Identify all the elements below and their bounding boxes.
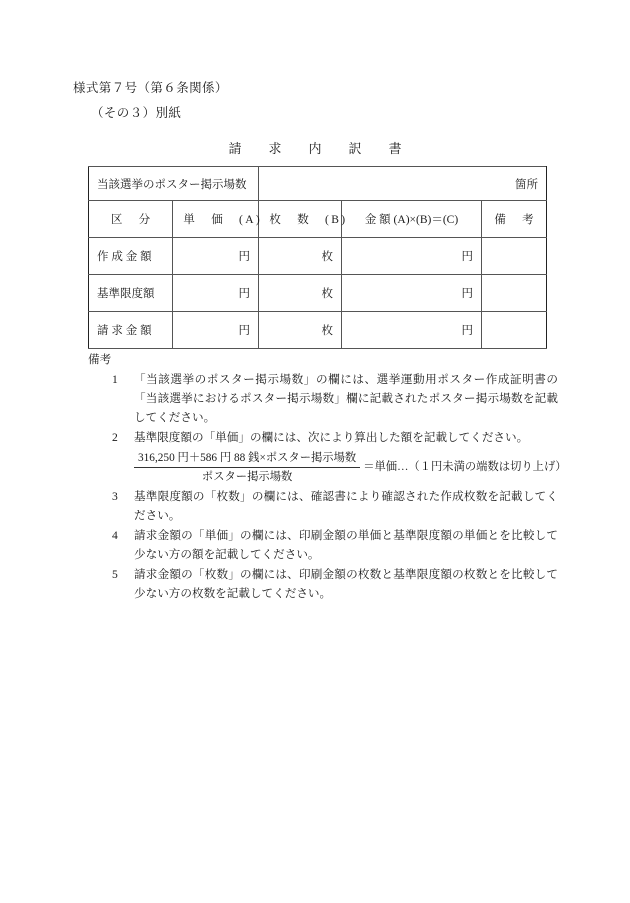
row-label-standard-limit: 基準限度額: [89, 275, 173, 312]
note-text: 請求金額の「枚数」の欄には、印刷金額の枚数と基準限度額の枚数とを比較して少ない方の枚数を記載してください。: [134, 568, 558, 600]
note-item-2: [108, 428, 558, 447]
cell-sheets-claim[interactable]: 枚: [259, 312, 342, 349]
fraction-numerator: 316,250 円＋586 円 88 銭×ポスター掲示場数: [134, 450, 360, 468]
form-subtitle: （その３）別紙: [91, 106, 182, 120]
billing-breakdown-table-wrapper: [88, 166, 546, 349]
cell-amount-standard-limit[interactable]: 円: [342, 275, 482, 312]
table-row: [89, 275, 547, 312]
column-header-category: 区 分: [89, 201, 173, 238]
note-number: 4: [112, 529, 118, 542]
cell-amount-claim[interactable]: 円: [342, 312, 482, 349]
cell-remarks-creation[interactable]: [482, 238, 547, 275]
notes-section: [88, 350, 567, 603]
notes-label: 備考: [88, 353, 112, 366]
form-number: 様式第７号（第６条関係）: [73, 81, 228, 95]
column-header-amount: 金 額 (A)×(B)＝(C): [342, 201, 482, 238]
table-header-row: [89, 201, 547, 238]
cell-amount-creation[interactable]: 円: [342, 238, 482, 275]
note-number: 5: [112, 568, 118, 581]
cell-sheets-standard-limit[interactable]: 枚: [259, 275, 342, 312]
table-row: [89, 312, 547, 349]
note-text: 基準限度額の「枚数」の欄には、確認書により確認された作成枚数を記載してください。: [134, 490, 558, 522]
cell-remarks-claim[interactable]: [482, 312, 547, 349]
note-number: 3: [112, 490, 118, 503]
poster-count-unit: 箇所: [259, 167, 547, 201]
cell-remarks-standard-limit[interactable]: [482, 275, 547, 312]
note-item-4: [108, 526, 558, 564]
note-text: 請求金額の「単価」の欄には、印刷金額の単価と基準限度額の単価とを比較して少ない方の額を記載してください。: [134, 529, 558, 561]
cell-unit-price-standard-limit[interactable]: 円: [173, 275, 259, 312]
standard-limit-formula: [134, 450, 567, 485]
column-header-remarks: 備 考: [482, 201, 547, 238]
row-label-claim-amount: 請 求 金 額: [89, 312, 173, 349]
note-number: 2: [112, 431, 118, 444]
table-row: [89, 238, 547, 275]
note-item-5: [108, 565, 558, 603]
note-text: 基準限度額の「単価」の欄には、次により算出した額を記載してください。: [134, 431, 529, 444]
billing-breakdown-table: [88, 166, 547, 349]
formula-result-note: ＝単価…（１円未満の端数は切り上げ）: [363, 461, 567, 473]
fraction-denominator: ポスター掲示場数: [201, 471, 293, 483]
note-item-3: [108, 487, 558, 525]
cell-unit-price-creation[interactable]: 円: [173, 238, 259, 275]
cell-unit-price-claim[interactable]: 円: [173, 312, 259, 349]
cell-sheets-creation[interactable]: 枚: [259, 238, 342, 275]
note-text: 「当該選挙のポスター掲示場数」の欄には、選挙運動用ポスター作成証明書の「当該選挙におけるポスター掲示場数」欄に記載されたポスター掲示場数を記載してください。: [134, 373, 558, 424]
note-number: 1: [112, 373, 118, 386]
note-item-1: [108, 370, 558, 427]
row-label-creation-amount: 作 成 金 額: [89, 238, 173, 275]
table-row-poster-count-header: [89, 167, 547, 201]
column-header-unit-price: 単 価 (A): [173, 201, 259, 238]
column-header-sheets: 枚 数 (B): [259, 201, 342, 238]
poster-count-label: 当該選挙のポスター掲示場数: [89, 167, 259, 201]
fraction: [134, 450, 360, 485]
page-title: 請 求 内 訳 書: [228, 141, 409, 156]
